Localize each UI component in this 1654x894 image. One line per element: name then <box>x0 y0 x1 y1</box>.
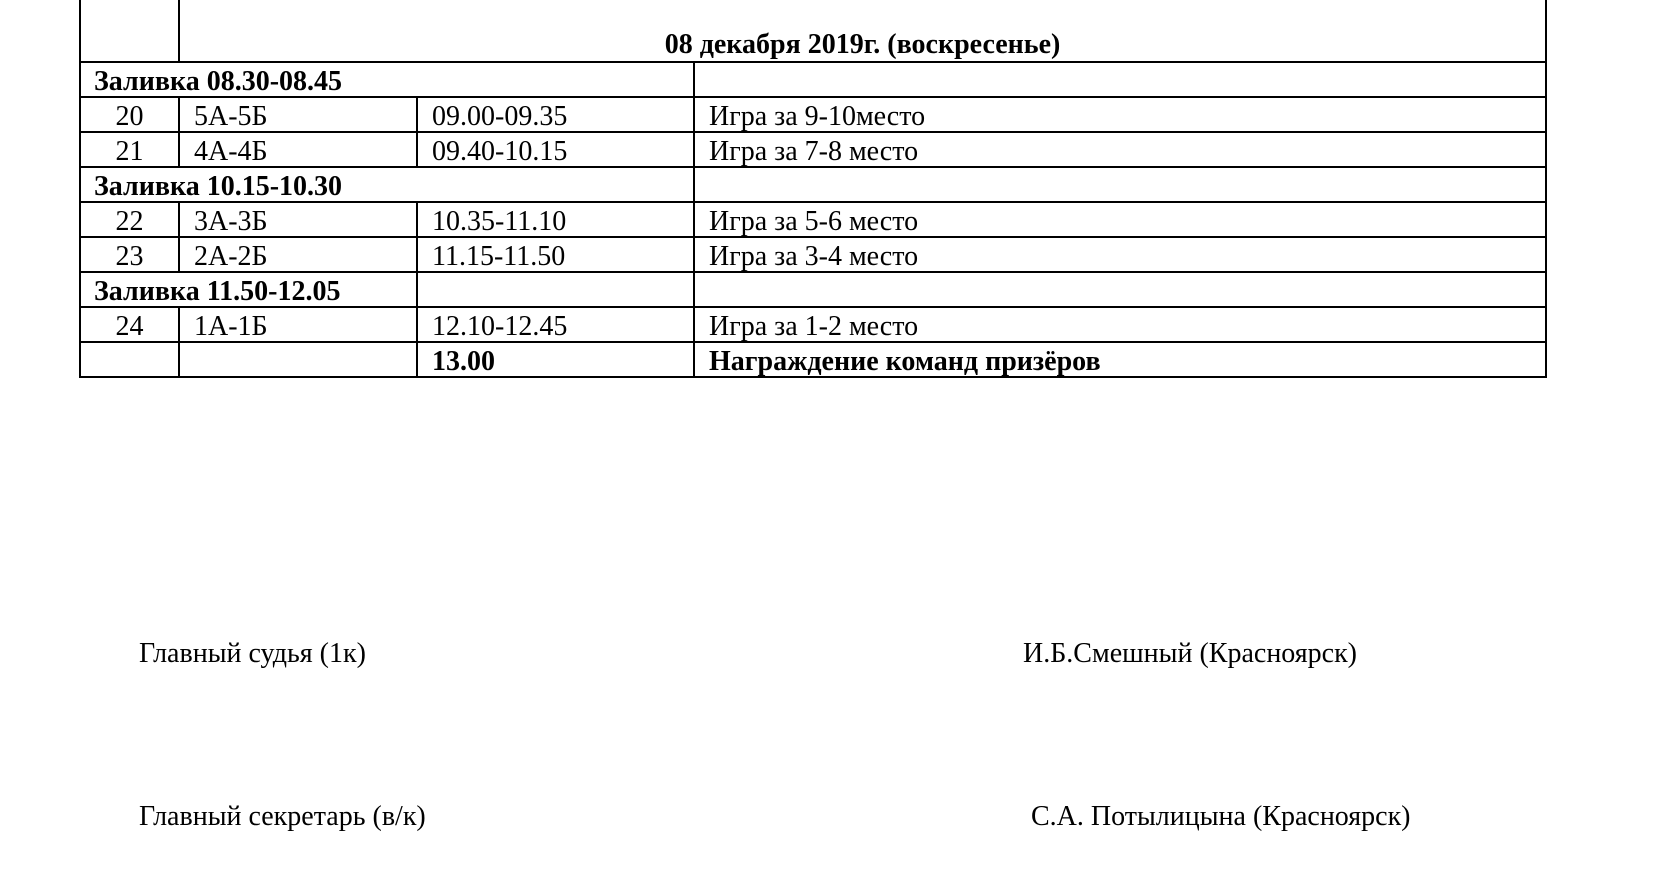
zalivka-label: Заливка 10.15-10.30 <box>80 167 694 202</box>
secretary-role: Главный секретарь (в/к) <box>139 801 426 832</box>
empty-cell <box>694 62 1546 97</box>
game-teams: 3А-3Б <box>179 202 417 237</box>
date-header-row <box>80 0 1546 62</box>
game-teams: 1А-1Б <box>179 307 417 342</box>
game-description: Игра за 1-2 место <box>694 307 1546 342</box>
game-description: Игра за 3-4 место <box>694 237 1546 272</box>
game-description: Игра за 9-10место <box>694 97 1546 132</box>
empty-cell <box>80 342 179 377</box>
zalivka-label: Заливка 08.30-08.45 <box>80 62 694 97</box>
judge-role: Главный судья (1к) <box>139 638 366 669</box>
empty-cell <box>694 167 1546 202</box>
game-description: Игра за 5-6 место <box>694 202 1546 237</box>
table-row <box>80 97 1546 132</box>
zalivka-label: Заливка 11.50-12.05 <box>80 272 417 307</box>
game-time: 09.40-10.15 <box>417 132 694 167</box>
game-number: 20 <box>80 97 179 132</box>
zalivka-row <box>80 62 1546 97</box>
table-row <box>80 132 1546 167</box>
empty-cell <box>417 272 694 307</box>
schedule-table <box>79 0 1547 378</box>
zalivka-row <box>80 272 1546 307</box>
game-teams: 4А-4Б <box>179 132 417 167</box>
table-row <box>80 307 1546 342</box>
empty-cell <box>179 342 417 377</box>
game-teams: 2А-2Б <box>179 237 417 272</box>
award-time: 13.00 <box>417 342 694 377</box>
game-time: 11.15-11.50 <box>417 237 694 272</box>
zalivka-row <box>80 167 1546 202</box>
game-teams: 5А-5Б <box>179 97 417 132</box>
table-row <box>80 202 1546 237</box>
game-time: 10.35-11.10 <box>417 202 694 237</box>
empty-cell <box>694 272 1546 307</box>
game-description: Игра за 7-8 место <box>694 132 1546 167</box>
date-header: 08 декабря 2019г. (воскресенье) <box>179 0 1546 62</box>
game-number: 22 <box>80 202 179 237</box>
table-row <box>80 237 1546 272</box>
game-number: 23 <box>80 237 179 272</box>
secretary-name: С.А. Потылицына (Красноярск) <box>1031 801 1411 832</box>
judge-name: И.Б.Смешный (Красноярск) <box>1023 638 1358 669</box>
game-time: 09.00-09.35 <box>417 97 694 132</box>
award-row <box>80 342 1546 377</box>
award-description: Награждение команд призёров <box>694 342 1546 377</box>
empty-cell <box>80 0 179 62</box>
game-number: 24 <box>80 307 179 342</box>
game-time: 12.10-12.45 <box>417 307 694 342</box>
game-number: 21 <box>80 132 179 167</box>
